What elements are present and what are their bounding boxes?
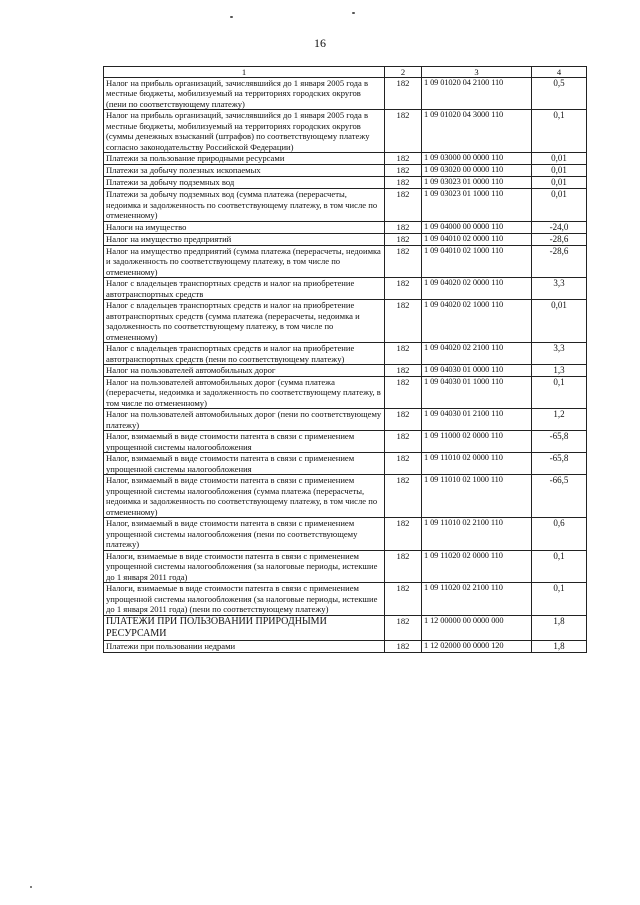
row-amount: 0,5 [532,78,587,110]
row-budget-code: 1 09 03023 01 0000 110 [422,177,532,189]
row-name: Платежи за добычу полезных ископаемых [104,165,385,177]
row-budget-code: 1 09 11010 02 1000 110 [422,475,532,518]
table-row [104,409,587,431]
table-body [104,78,587,653]
row-amount: 0,6 [532,518,587,550]
row-budget-code: 1 09 03023 01 1000 110 [422,189,532,221]
table-row [104,583,587,615]
row-admin-code: 182 [385,550,422,582]
row-name: Налог на имущество предприятий (сумма платежа (перерасчеты, недоимка и задолженность по соответствующему платежу, в том числе по отмененному) [104,245,385,277]
row-admin-code: 182 [385,189,422,221]
row-budget-code: 1 09 01020 04 2100 110 [422,78,532,110]
row-name: Налог на прибыль организаций, зачислявшийся до 1 января 2005 года в местные бюджеты, мобилизуемый на территориях городских округов (пени по соответствующему платежу) [104,78,385,110]
row-amount: 1,3 [532,365,587,377]
row-amount: -24,0 [532,221,587,233]
table-row [104,376,587,408]
table-row [104,189,587,221]
scan-speck [30,886,32,888]
row-amount: -28,6 [532,245,587,277]
row-budget-code: 1 09 03000 00 0000 110 [422,153,532,165]
row-amount: -65,8 [532,431,587,453]
row-name: Налог с владельцев транспортных средств и налог на приобретение автотранспортных средств (пени по соответствующему платежу) [104,343,385,365]
row-amount: 0,01 [532,153,587,165]
row-budget-code: 1 09 04020 02 1000 110 [422,300,532,343]
row-amount: 0,01 [532,165,587,177]
table-row [104,300,587,343]
row-name: Налог на имущество предприятий [104,233,385,245]
row-admin-code: 182 [385,165,422,177]
table-header-row [104,67,587,78]
row-amount: 3,3 [532,343,587,365]
table-row [104,640,587,652]
table-row [104,78,587,110]
table-row [104,518,587,550]
header-col-3: 3 [422,67,532,78]
scan-speck [352,12,355,14]
row-amount: 1,2 [532,409,587,431]
table-row [104,153,587,165]
table-row [104,550,587,582]
table-row [104,343,587,365]
row-admin-code: 182 [385,78,422,110]
row-admin-code: 182 [385,177,422,189]
page-number: 16 [314,36,326,50]
row-budget-code: 1 12 02000 00 0000 120 [422,640,532,652]
row-budget-code: 1 09 11020 02 0000 110 [422,550,532,582]
row-admin-code: 182 [385,376,422,408]
row-budget-code: 1 09 04030 01 1000 110 [422,376,532,408]
scan-speck [230,16,233,18]
row-name: Налоги, взимаемые в виде стоимости патента в связи с применением упрощенной системы налогообложения (за налоговые периоды, истекшие до 1 января 2011 года) [104,550,385,582]
row-admin-code: 182 [385,300,422,343]
row-amount: 3,3 [532,278,587,300]
row-amount: 0,1 [532,550,587,582]
row-budget-code: 1 09 04000 00 0000 110 [422,221,532,233]
row-name: Платежи при пользовании недрами [104,640,385,652]
row-amount: -28,6 [532,233,587,245]
row-budget-code: 1 12 00000 00 0000 000 [422,615,532,640]
row-admin-code: 182 [385,583,422,615]
row-admin-code: 182 [385,221,422,233]
row-admin-code: 182 [385,365,422,377]
table-row [104,475,587,518]
row-name: Налоги на имущество [104,221,385,233]
header-col-4: 4 [532,67,587,78]
header-col-1: 1 [104,67,385,78]
row-budget-code: 1 09 01020 04 3000 110 [422,110,532,153]
row-admin-code: 182 [385,245,422,277]
row-amount: 0,1 [532,376,587,408]
row-name: Налог, взимаемый в виде стоимости патента в связи с применением упрощенной системы налогообложения [104,431,385,453]
row-admin-code: 182 [385,475,422,518]
row-name: Налог на пользователей автомобильных дорог (сумма платежа (перерасчеты, недоимка и задолженность по соответствующему платежу, в том числе по отмененному) [104,376,385,408]
row-admin-code: 182 [385,343,422,365]
row-amount: 1,8 [532,640,587,652]
row-admin-code: 182 [385,615,422,640]
row-admin-code: 182 [385,518,422,550]
table-row [104,110,587,153]
revenue-table [103,66,587,653]
row-name: Налог на пользователей автомобильных дорог [104,365,385,377]
row-budget-code: 1 09 04030 01 0000 110 [422,365,532,377]
row-name: Налог на пользователей автомобильных дорог (пени по соответствующему платежу) [104,409,385,431]
row-budget-code: 1 09 11010 02 0000 110 [422,453,532,475]
row-name: Платежи за добычу подземных вод [104,177,385,189]
row-budget-code: 1 09 04010 02 0000 110 [422,233,532,245]
table-row [104,453,587,475]
table-row [104,221,587,233]
row-name: Налог, взимаемый в виде стоимости патента в связи с применением упрощенной системы налогообложения (сумма платежа (перерасчеты, недоимка и задолженность по соответствующему платежу, в том числе по отмененному) [104,475,385,518]
row-admin-code: 182 [385,640,422,652]
row-name: Налоги, взимаемые в виде стоимости патента в связи с применением упрощенной системы налогообложения (за налоговые периоды, истекшие до 1 января 2011 года) (пени по соответствующему платежу) [104,583,385,615]
row-amount: 0,1 [532,583,587,615]
row-admin-code: 182 [385,453,422,475]
table-row [104,165,587,177]
row-admin-code: 182 [385,153,422,165]
header-col-2: 2 [385,67,422,78]
row-budget-code: 1 09 03020 00 0000 110 [422,165,532,177]
row-admin-code: 182 [385,278,422,300]
table-row [104,278,587,300]
row-amount: 1,8 [532,615,587,640]
row-budget-code: 1 09 04010 02 1000 110 [422,245,532,277]
row-budget-code: 1 09 11010 02 2100 110 [422,518,532,550]
table-row [104,233,587,245]
row-budget-code: 1 09 04020 02 0000 110 [422,278,532,300]
row-admin-code: 182 [385,110,422,153]
row-budget-code: 1 09 11000 02 0000 110 [422,431,532,453]
row-budget-code: 1 09 04020 02 2100 110 [422,343,532,365]
row-name: Налог, взимаемый в виде стоимости патента в связи с применением упрощенной системы налогообложения [104,453,385,475]
row-name: Налог с владельцев транспортных средств и налог на приобретение автотранспортных средств (сумма платежа (перерасчеты, недоимка и задолженность по соответствующему платежу, в том числе по отмененному) [104,300,385,343]
row-admin-code: 182 [385,431,422,453]
row-amount: 0,01 [532,177,587,189]
row-name: Налог, взимаемый в виде стоимости патента в связи с применением упрощенной системы налогообложения (пени по соответствующему платежу) [104,518,385,550]
table-row [104,431,587,453]
row-amount: 0,1 [532,110,587,153]
row-name: ПЛАТЕЖИ ПРИ ПОЛЬЗОВАНИИ ПРИРОДНЫМИ РЕСУРСАМИ [104,615,385,640]
row-name: Налог с владельцев транспортных средств и налог на приобретение автотранспортных средств [104,278,385,300]
table-row [104,365,587,377]
row-amount: -66,5 [532,475,587,518]
table-row [104,615,587,640]
row-name: Налог на прибыль организаций, зачислявшийся до 1 января 2005 года в местные бюджеты, мобилизуемый на территориях городских округов (суммы денежных взысканий (штрафов) по соответствующему платежу согласно законодательству Российской Федерации) [104,110,385,153]
row-admin-code: 182 [385,409,422,431]
row-amount: -65,8 [532,453,587,475]
row-budget-code: 1 09 04030 01 2100 110 [422,409,532,431]
table-row [104,177,587,189]
row-name: Платежи за пользование природными ресурсами [104,153,385,165]
row-amount: 0,01 [532,189,587,221]
row-budget-code: 1 09 11020 02 2100 110 [422,583,532,615]
row-admin-code: 182 [385,233,422,245]
row-amount: 0,01 [532,300,587,343]
table-row [104,245,587,277]
row-name: Платежи за добычу подземных вод (сумма платежа (перерасчеты, недоимка и задолженность по соответствующему платежу, в том числе по отмененному) [104,189,385,221]
